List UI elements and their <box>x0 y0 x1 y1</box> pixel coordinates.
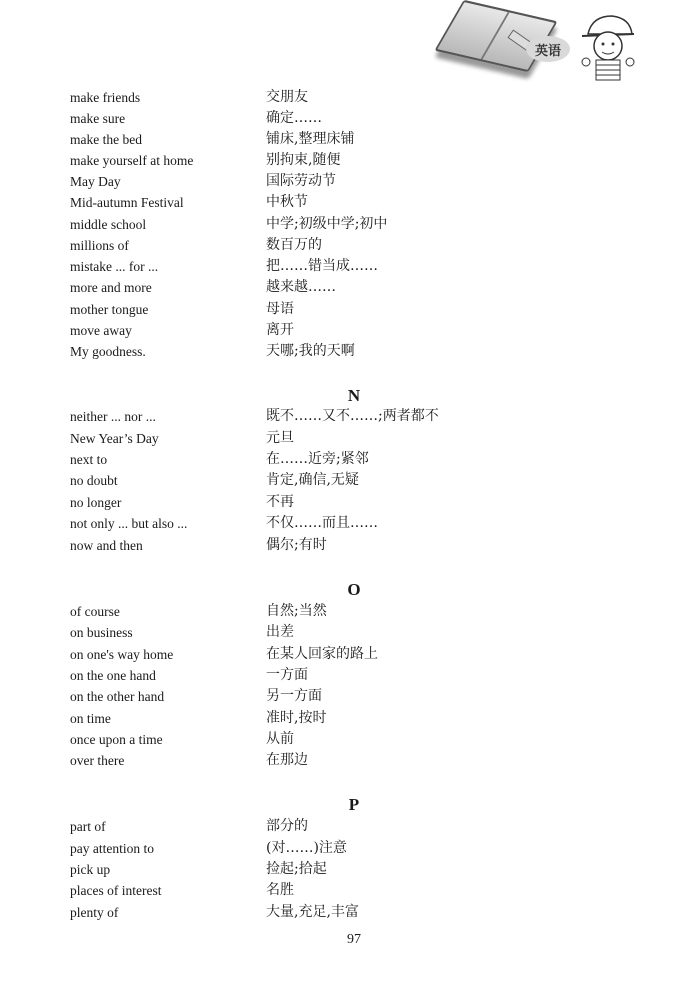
english-phrase: of course <box>70 604 120 619</box>
chinese-meaning: 越来越…… <box>266 279 336 295</box>
chinese-meaning: 铺床,整理床铺 <box>266 131 355 147</box>
english-phrase: on time <box>70 711 111 726</box>
list-item <box>0 859 700 880</box>
chinese-meaning: 天哪;我的天啊 <box>266 343 355 359</box>
cartoon-boy-icon <box>578 12 640 82</box>
english-phrase: make the bed <box>70 132 142 147</box>
chinese-meaning: 不仅……而且…… <box>266 515 378 531</box>
section-heading-p: P <box>348 795 360 814</box>
list-item <box>0 902 700 923</box>
chinese-meaning: 在某人回家的路上 <box>266 646 378 662</box>
list-item <box>0 449 700 470</box>
list-item <box>0 129 700 150</box>
english-phrase: millions of <box>70 238 129 253</box>
english-phrase: mother tongue <box>70 302 149 317</box>
chinese-meaning: 自然;当然 <box>266 603 327 619</box>
chinese-meaning: 偶尔;有时 <box>266 537 327 553</box>
chinese-meaning: 把……错当成…… <box>266 258 378 274</box>
chinese-meaning: 出差 <box>266 624 294 640</box>
list-item <box>0 513 700 534</box>
list-item <box>0 838 700 859</box>
english-phrase: next to <box>70 452 108 467</box>
list-item <box>0 880 700 901</box>
chinese-meaning: 大量,充足,丰富 <box>266 904 359 920</box>
chinese-meaning: (对……)注意 <box>266 840 347 856</box>
english-phrase: not only ... but also ... <box>70 516 188 531</box>
list-item <box>0 686 700 707</box>
list-item <box>0 277 700 298</box>
english-phrase: Mid-autumn Festival <box>70 195 184 210</box>
chinese-meaning: 中学;初级中学;初中 <box>266 216 388 232</box>
list-item <box>0 171 700 192</box>
english-phrase: now and then <box>70 538 143 553</box>
chinese-meaning: 在那边 <box>266 752 308 768</box>
list-item <box>0 665 700 686</box>
list-item <box>0 192 700 213</box>
english-phrase: make yourself at home <box>70 153 194 168</box>
chinese-meaning: 准时,按时 <box>266 710 327 726</box>
chinese-meaning: 一方面 <box>266 667 308 683</box>
list-item <box>0 601 700 622</box>
list-item <box>0 816 700 837</box>
list-item <box>0 150 700 171</box>
chinese-meaning: 部分的 <box>266 818 308 834</box>
chinese-meaning: 从前 <box>266 731 294 747</box>
page-number: 97 <box>347 932 361 947</box>
list-item <box>0 492 700 513</box>
chinese-meaning: 确定…… <box>266 110 322 126</box>
section-heading-n: N <box>347 386 361 405</box>
english-phrase: over there <box>70 753 125 768</box>
list-item <box>0 644 700 665</box>
list-item <box>0 406 700 427</box>
chinese-meaning: 元旦 <box>266 430 294 446</box>
subject-badge: 英语 <box>526 36 570 62</box>
english-phrase: make sure <box>70 111 126 126</box>
english-phrase: New Year’s Day <box>70 431 159 446</box>
chinese-meaning: 名胜 <box>266 882 294 898</box>
english-phrase: no longer <box>70 495 122 510</box>
english-phrase: more and more <box>70 280 152 295</box>
chinese-meaning: 别拘束,随便 <box>266 152 341 168</box>
english-phrase: mistake ... for ... <box>70 259 159 274</box>
list-item <box>0 470 700 491</box>
english-phrase: part of <box>70 819 106 834</box>
english-phrase: middle school <box>70 217 147 232</box>
header-illustration <box>438 2 700 88</box>
chinese-meaning: 在……近旁;紧邻 <box>266 451 369 467</box>
english-phrase: no doubt <box>70 473 118 488</box>
chinese-meaning: 离开 <box>266 322 294 338</box>
chinese-meaning: 母语 <box>266 301 294 317</box>
english-phrase: on business <box>70 625 133 640</box>
english-phrase: My goodness. <box>70 344 146 359</box>
list-item <box>0 87 700 108</box>
list-item <box>0 428 700 449</box>
list-item <box>0 108 700 129</box>
english-phrase: May Day <box>70 174 121 189</box>
chinese-meaning: 不再 <box>266 494 294 510</box>
english-phrase: make friends <box>70 90 141 105</box>
english-phrase: places of interest <box>70 883 162 898</box>
list-item <box>0 256 700 277</box>
chinese-meaning: 中秋节 <box>266 194 308 210</box>
english-phrase: on the one hand <box>70 668 156 683</box>
chinese-meaning: 肯定,确信,无疑 <box>266 472 359 488</box>
list-item <box>0 708 700 729</box>
english-phrase: once upon a time <box>70 732 163 747</box>
section-heading-o: O <box>347 580 361 599</box>
list-item <box>0 214 700 235</box>
list-item <box>0 622 700 643</box>
list-item <box>0 341 700 362</box>
chinese-meaning: 既不……又不……;两者都不 <box>266 408 439 424</box>
list-item <box>0 535 700 556</box>
list-item <box>0 299 700 320</box>
english-phrase: on the other hand <box>70 689 165 704</box>
english-phrase: on one's way home <box>70 647 174 662</box>
list-item <box>0 729 700 750</box>
english-phrase: neither ... nor ... <box>70 409 156 424</box>
chinese-meaning: 交朋友 <box>266 89 308 105</box>
list-item <box>0 320 700 341</box>
list-item <box>0 235 700 256</box>
english-phrase: move away <box>70 323 132 338</box>
chinese-meaning: 国际劳动节 <box>266 173 336 189</box>
chinese-meaning: 数百万的 <box>266 237 322 253</box>
english-phrase: pay attention to <box>70 841 154 856</box>
chinese-meaning: 另一方面 <box>266 688 322 704</box>
list-item <box>0 750 700 771</box>
english-phrase: pick up <box>70 862 111 877</box>
english-phrase: plenty of <box>70 905 119 920</box>
chinese-meaning: 捡起;拾起 <box>266 861 327 877</box>
